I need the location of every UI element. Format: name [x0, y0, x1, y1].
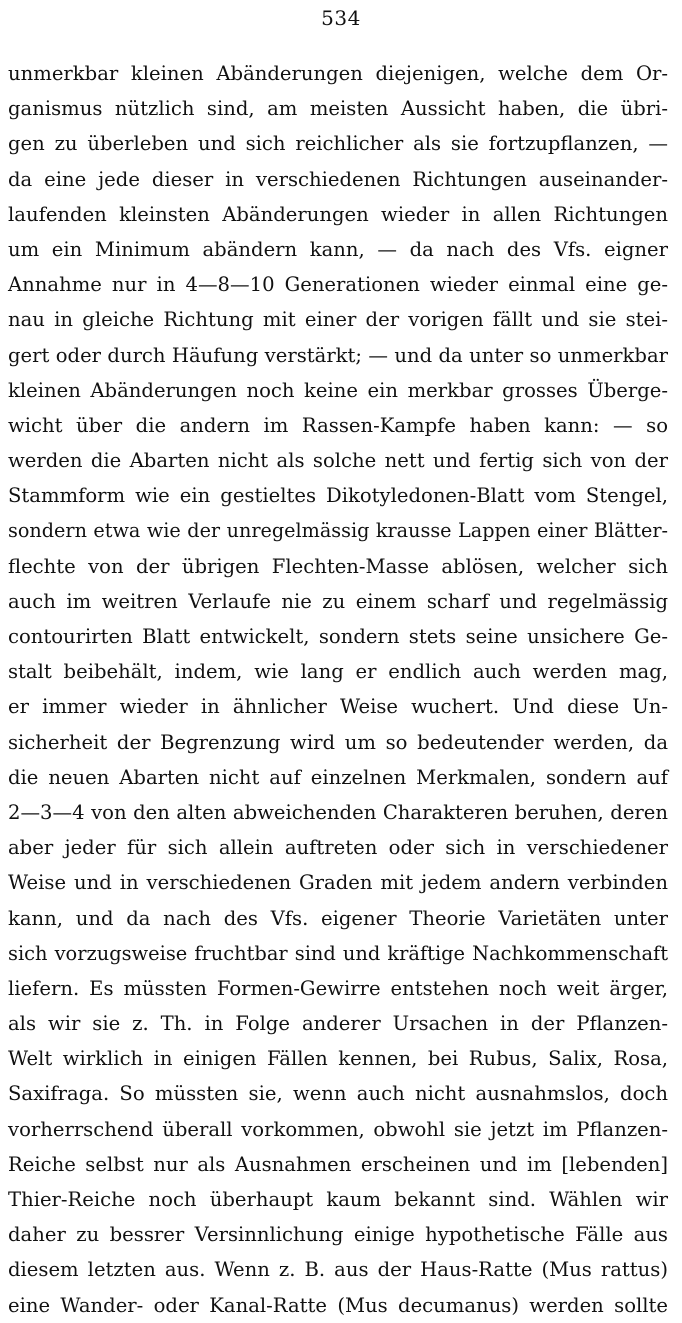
text-line: stalt beibehält, indem, wie lang er endlich auch werden mag, [8, 660, 668, 684]
text-line: laufenden kleinsten Abänderungen wieder in allen Richtungen [8, 202, 668, 226]
text-line: liefern. Es müssten Formen-Gewirre entstehen noch weit ärger, [8, 976, 668, 1000]
text-line: wicht über die andern im Rassen-Kampfe haben kann: — so [8, 413, 668, 437]
text-line: nau in gleiche Richtung mit einer der vorigen fällt und sie stei- [8, 308, 668, 332]
text-line: sich vorzugsweise fruchtbar sind und kräftige Nachkommenschaft [8, 941, 668, 965]
text-line: Welt wirklich in einigen Fällen kennen, bei Rubus, Salix, Rosa, [8, 1047, 668, 1071]
text-line: Stammform wie ein gestieltes Dikotyledonen-Blatt vom Stengel, [8, 484, 668, 508]
body-text [8, 56, 668, 1323]
text-line: auch im weitren Verlaufe nie zu einem scharf und regelmässig [8, 589, 668, 613]
text-line: vorherrschend überall vorkommen, obwohl sie jetzt im Pflanzen- [8, 1117, 668, 1141]
text-line: Annahme nur in 4—8—10 Generationen wieder einmal eine ge- [8, 273, 668, 297]
text-line: die neuen Abarten nicht auf einzelnen Merkmalen, sondern auf [8, 765, 668, 789]
text-line: er immer wieder in ähnlicher Weise wuchert. Und diese Un- [8, 695, 668, 719]
text-line: kann, und da nach des Vfs. eigener Theorie Varietäten unter [8, 906, 668, 930]
text-line: gen zu überleben und sich reichlicher als sie fortzupflanzen, — [8, 132, 668, 156]
text-line: eine Wander- oder Kanal-Ratte (Mus decumanus) werden sollte [8, 1293, 668, 1317]
text-line: Saxifraga. So müssten sie, wenn auch nicht ausnahmslos, doch [8, 1082, 668, 1106]
text-line: unmerkbar kleinen Abänderungen diejenigen, welche dem Or- [8, 62, 668, 85]
text-line: gert oder durch Häufung verstärkt; — und da unter so unmerkbar [8, 343, 668, 367]
text-line: contourirten Blatt entwickelt, sondern stets seine unsichere Ge- [8, 625, 668, 648]
text-line: da eine jede dieser in verschiedenen Richtungen auseinander- [8, 167, 668, 191]
text-line: um ein Minimum abändern kann, — da nach des Vfs. eigner [8, 237, 668, 261]
text-line: flechte von der übrigen Flechten-Masse ablösen, welcher sich [8, 554, 668, 578]
text-line: werden die Abarten nicht als solche nett und fertig sich von der [8, 449, 668, 473]
page-number: 534 [321, 6, 361, 30]
text-line: 2—3—4 von den alten abweichenden Charakteren beruhen, deren [8, 800, 668, 824]
text-line: diesem letzten aus. Wenn z. B. aus der Haus-Ratte (Mus rattus) [8, 1258, 668, 1282]
text-line: ganismus nützlich sind, am meisten Aussicht haben, die übri- [8, 97, 668, 121]
text-line: kleinen Abänderungen noch keine ein merkbar grosses Überge- [8, 378, 668, 402]
text-line: sicherheit der Begrenzung wird um so bedeutender werden, da [8, 730, 668, 754]
text-line: daher zu bessrer Versinnlichung einige hypothetische Fälle aus [8, 1223, 668, 1247]
text-line: sondern etwa wie der unregelmässig krausse Lappen einer Blätter- [8, 519, 668, 543]
text-line: Thier-Reiche noch überhaupt kaum bekannt sind. Wählen wir [8, 1188, 668, 1211]
text-line: Reiche selbst nur als Ausnahmen erscheinen und im [lebenden] [8, 1152, 668, 1176]
text-line: Weise und in verschiedenen Graden mit jedem andern verbinden [8, 871, 668, 895]
text-line: als wir sie z. Th. in Folge anderer Ursachen in der Pflanzen- [8, 1012, 668, 1036]
text-line: aber jeder für sich allein auftreten oder sich in verschiedener [8, 836, 668, 860]
